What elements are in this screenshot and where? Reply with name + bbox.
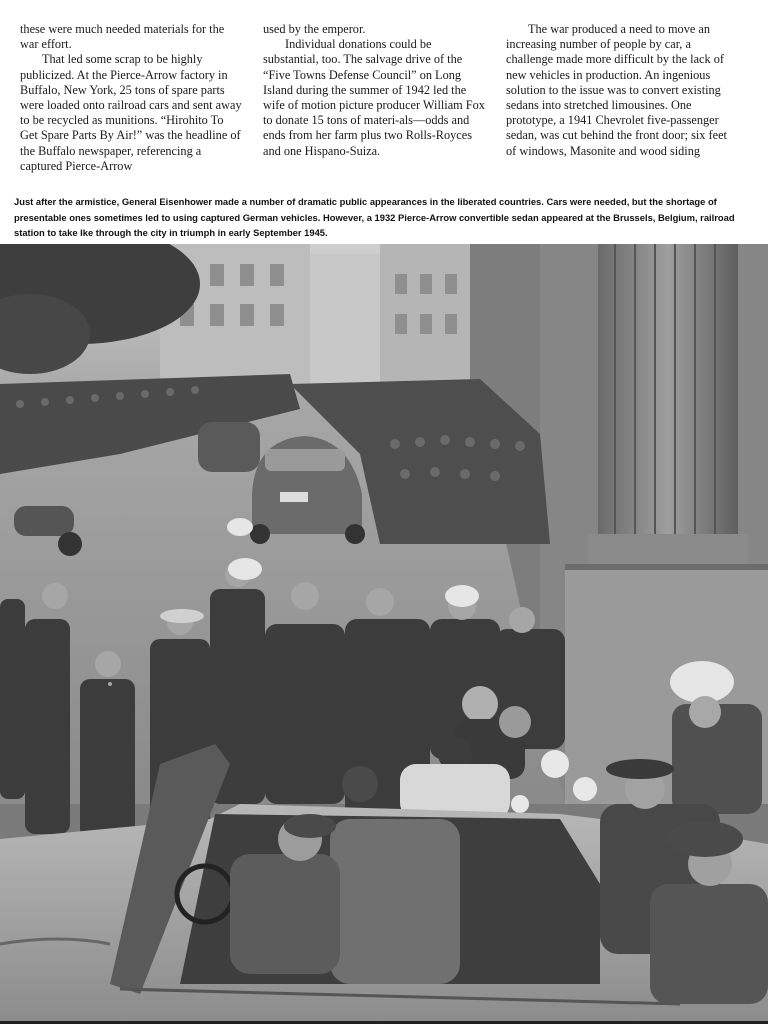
paragraph: Individual donations could be substantial, too. The salvage drive of the “Five Towns Defense Council” on Long Island during the summer of 1942 led the wife of motion picture producer William Fox to donate 15 tons of materi-als—odds and ends from her farm plus two Rolls-Royces and one Hispano-Suiza. — [263, 37, 485, 158]
photo-caption: Just after the armistice, General Eisenhower made a number of dramatic public appearances in the liberated countries. Cars were needed, but the shortage of presentable ones sometimes led to using captured German vehicles. However, a 1932 Pierce-Arrow convertible sedan appeared at the Brussels, Belgium, railroad station to take Ike through the city in triumph in early September 1945. — [14, 196, 735, 238]
photo-illustration — [0, 244, 768, 1022]
text-column-1 — [20, 22, 242, 174]
text-column-2 — [263, 22, 485, 174]
paragraph: these were much needed materials for the war effort. — [20, 22, 225, 52]
archival-photograph — [0, 244, 768, 1022]
text-columns — [20, 22, 748, 173]
paragraph: The war produced a need to move an increasing number of people by car, a challenge made more difficult by the lack of new vehicles in production. An ingenious solution to the issue was to convert existing sedans into stretched limousines. One prototype, a 1941 Chevrolet five-passenger sedan, was cut behind the front door; six feet of windows, Masonite and wood siding — [506, 22, 727, 158]
paragraph: used by the emperor. — [263, 22, 366, 36]
paragraph: That led some scrap to be highly publicized. At the Pierce-Arrow factory in Buffalo, New York, 25 tons of spare parts were loaded onto railroad cars and sent away to be recycled as munitions. “Hirohito To Get Spare Parts By Air!” was the headline of the Buffalo newspaper, referencing a captured Pierce-Arrow — [20, 52, 242, 173]
text-column-3 — [506, 22, 728, 174]
